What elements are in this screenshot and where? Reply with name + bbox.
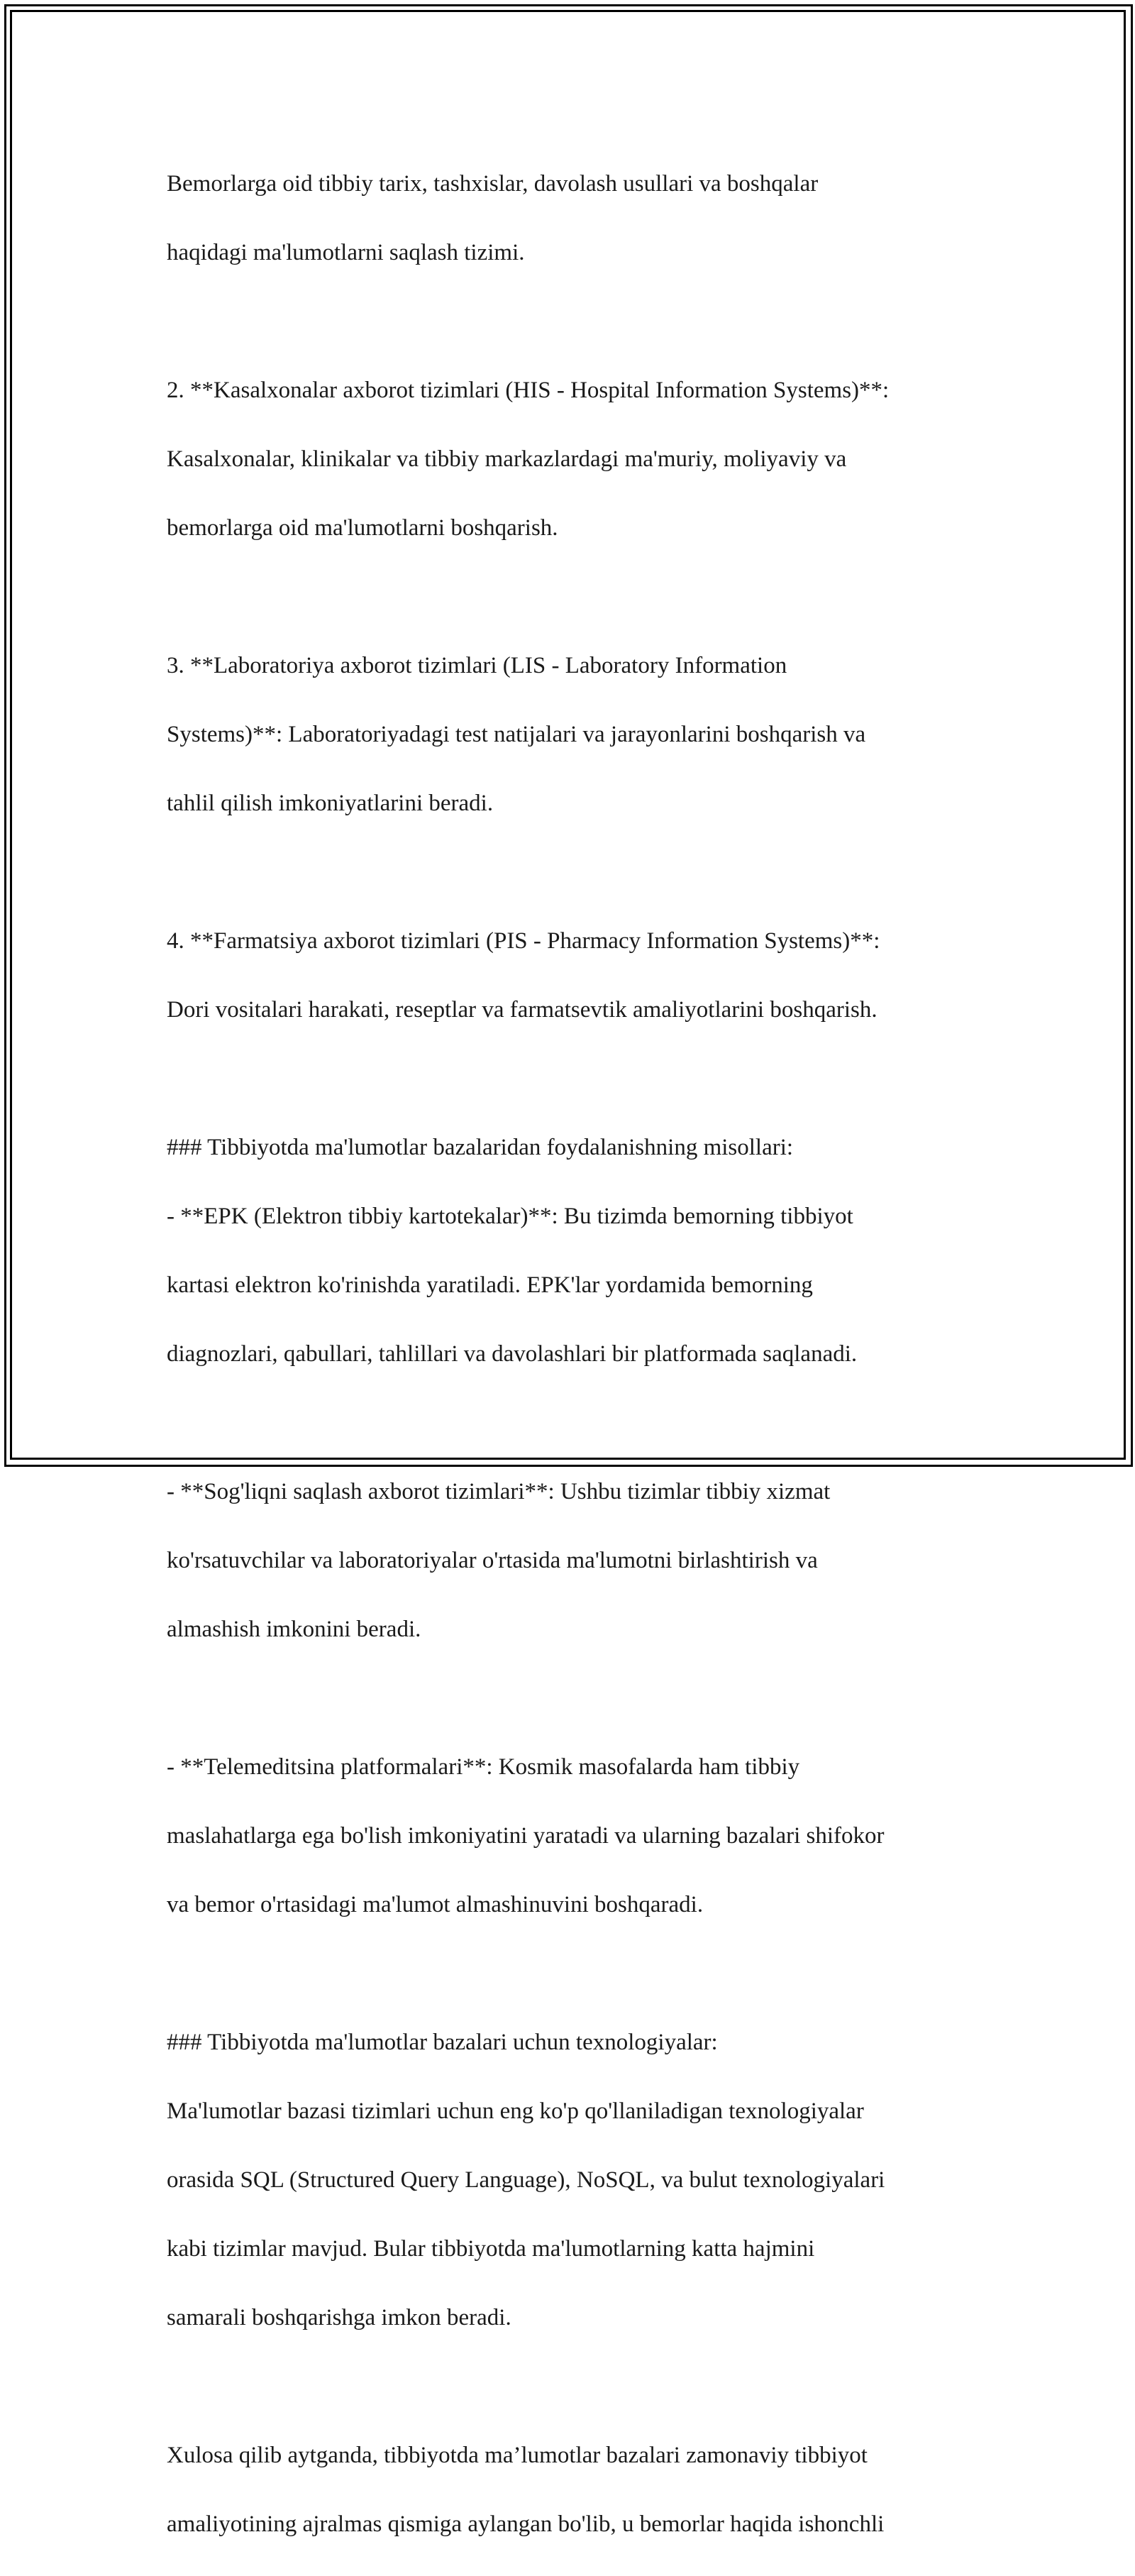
paragraph-technologies bbox=[167, 1991, 990, 2369]
text-line: Xulosa qilib aytganda, tibbiyotda ma’lumotlar bazalari zamonaviy tibbiyot bbox=[167, 2442, 868, 2468]
text-line: Kasalxonalar, klinikalar va tibbiy markazlardagi ma'muriy, moliyaviy va bbox=[167, 446, 847, 472]
text-line: kartasi elektron ko'rinishda yaratiladi. EPK'lar yordamida bemorning bbox=[167, 1272, 813, 1298]
section-heading: ### Tibbiyotda ma'lumotlar bazalaridan foydalanishning misollari: bbox=[167, 1134, 794, 1160]
paragraph-ehr-description bbox=[167, 132, 990, 304]
paragraph-lis bbox=[167, 614, 990, 855]
text-line: - **Sog'liqni saqlash axborot tizimlari**: Ushbu tizimlar tibbiy xizmat bbox=[167, 1478, 831, 1504]
text-line: va bemor o'rtasidagi ma'lumot almashinuvini boshqaradi. bbox=[167, 1891, 704, 1917]
text-line: tahlil qilish imkoniyatlarini beradi. bbox=[167, 790, 494, 816]
text-line: samarali boshqarishga imkon beradi. bbox=[167, 2304, 511, 2330]
paragraph-examples bbox=[167, 1096, 990, 1406]
paragraph-conclusion bbox=[167, 2404, 990, 2576]
text-line: amaliyotining ajralmas qismiga aylangan bo'lib, u bemorlar haqida ishonchli bbox=[167, 2511, 885, 2537]
text-line: Dori vositalari harakati, reseptlar va farmatsevtik amaliyotlarini boshqarish. bbox=[167, 996, 877, 1023]
text-line: 4. **Farmatsiya axborot tizimlari (PIS - Pharmacy Information Systems)**: bbox=[167, 928, 880, 954]
text-line: - **EPK (Elektron tibbiy kartotekalar)**: Bu tizimda bemorning tibbiyot bbox=[167, 1203, 853, 1229]
text-line: ko'rsatuvchilar va laboratoriyalar o'rtasida ma'lumotni birlashtirish va bbox=[167, 1547, 818, 1573]
text-line: almashish imkonini beradi. bbox=[167, 1616, 421, 1642]
text-line: 3. **Laboratoriya axborot tizimlari (LIS - Laboratory Information bbox=[167, 652, 787, 678]
text-line: Bemorlarga oid tibbiy tarix, tashxislar, davolash usullari va boshqalar bbox=[167, 170, 819, 197]
text-line: kabi tizimlar mavjud. Bular tibbiyotda ma'lumotlarning katta hajmini bbox=[167, 2235, 815, 2262]
section-heading: ### Tibbiyotda ma'lumotlar bazalari uchun texnologiyalar: bbox=[167, 2029, 718, 2055]
paragraph-health-info-systems bbox=[167, 1440, 990, 1681]
paragraph-pis bbox=[167, 889, 990, 1062]
text-line: haqidagi ma'lumotlarni saqlash tizimi. bbox=[167, 239, 525, 265]
text-line: orasida SQL (Structured Query Language), NoSQL, va bulut texnologiyalari bbox=[167, 2167, 885, 2193]
text-line: 2. **Kasalxonalar axborot tizimlari (HIS - Hospital Information Systems)**: bbox=[167, 377, 890, 403]
text-line: Ma'lumotlar bazasi tizimlari uchun eng ko'p qo'llaniladigan texnologiyalar bbox=[167, 2098, 864, 2124]
document-body bbox=[167, 132, 990, 2576]
text-line: diagnozlari, qabullari, tahlillari va davolashlari bir platformada saqlanadi. bbox=[167, 1341, 858, 1367]
text-line: - **Telemeditsina platformalari**: Kosmik masofalarda ham tibbiy bbox=[167, 1754, 800, 1780]
text-line: bemorlarga oid ma'lumotlarni boshqarish. bbox=[167, 514, 558, 541]
text-line: Systems)**: Laboratoriyadagi test natijalari va jarayonlarini boshqarish va bbox=[167, 721, 866, 747]
paragraph-telemedicine bbox=[167, 1715, 990, 1956]
text-line: maslahatlarga ega bo'lish imkoniyatini yaratadi va ularning bazalari shifokor bbox=[167, 1822, 885, 1849]
paragraph-his bbox=[167, 338, 990, 580]
